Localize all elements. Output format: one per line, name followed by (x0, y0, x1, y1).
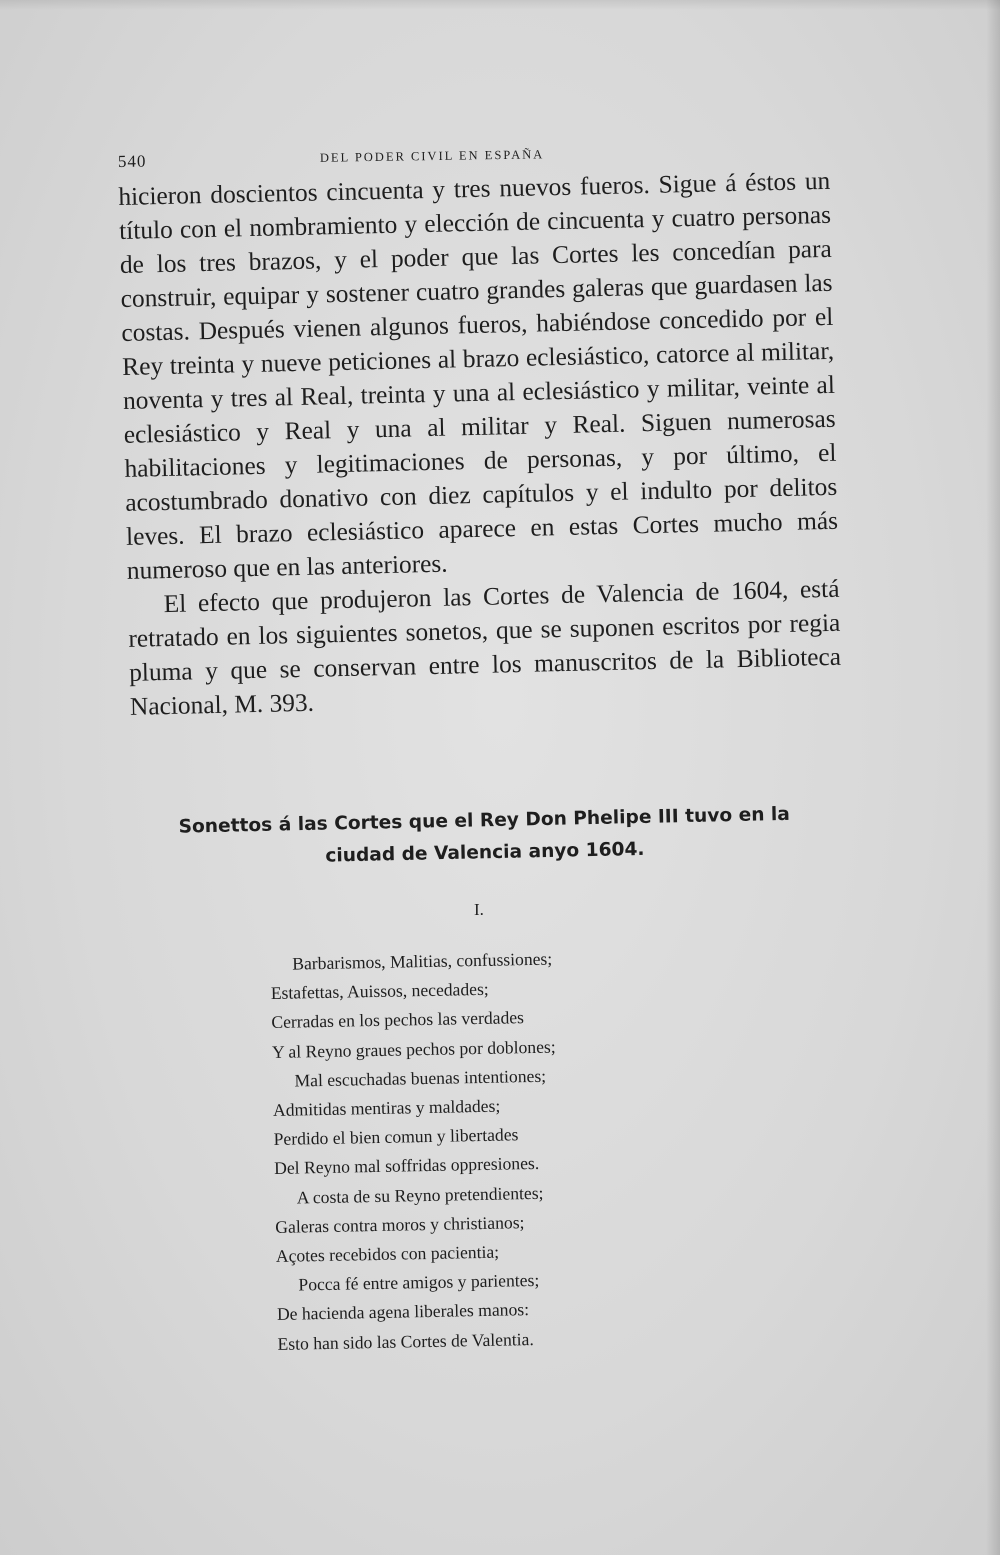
section-number: I. (474, 900, 484, 919)
paragraph-1: hicieron doscientos cincuenta y tres nuevos fueros. Sigue á éstos un título con el nombramiento y elección de cincuenta y cuatro personas de los tres brazos, y el poder que las Cortes les concedían para construir, equipar y sostener cuatro grandes galeras que guardasen las costas. Después vienen algunos fueros, habiéndose concedido por el Rey treinta y nueve peticiones al brazo eclesiástico, catorce al militar, noventa y tres al Real, treinta y una al eclesiástico y militar, veinte al eclesiástico y Real y una al militar y Real. Siguen numerosas habilitaciones y legitimaciones de personas, y por último, el acostumbrado donativo con diez capítulos y el indulto por delitos leves. El brazo eclesiástico aparece en estas Cortes mucho más numeroso que en las anteriores. (118, 166, 839, 585)
page-number: 540 (117, 151, 147, 171)
poem-line: Del Reyno mal soffridas oppresiones. (274, 1153, 540, 1179)
poem-line: Estafettas, Auissos, necedades; (270, 979, 489, 1004)
poem-line: Perdido el bien comun y libertades (273, 1124, 519, 1150)
page-shadow-right (986, 0, 1000, 1555)
sonnet-poem (270, 942, 698, 1359)
poem-line: Y al Reyno graues pechos por doblones; (271, 1036, 556, 1062)
poem-line: Galeras contra moros y christianos; (275, 1211, 525, 1237)
poem-line: Admitidas mentiras y maldades; (272, 1095, 501, 1120)
poem-line: Pocca fé entre amigos y parientes; (298, 1270, 540, 1295)
page-shadow-top (0, 0, 1000, 10)
poem-line: A costa de su Reyno pretendientes; (296, 1182, 544, 1208)
poem-line: Mal escuchadas buenas intentiones; (294, 1065, 547, 1091)
body-text (118, 164, 842, 724)
sonnet-title (162, 799, 807, 876)
poem-line: Barbarismos, Malitias, confussiones; (292, 948, 553, 974)
paragraph-2: El efecto que produjeron las Cortes de Valencia de 1604, está retratado en los siguientes sonetos, que se suponen escritos por regia pluma y que se conservan entre los manuscritos de la Biblioteca Nacional, M. 393. (128, 574, 842, 721)
sonnet-title-line-1: Sonettos á las Cortes que el Rey Don Phelipe III tuvo en la (178, 803, 791, 838)
poem-line: Açotes recebidos con pacientia; (275, 1241, 500, 1266)
poem-line: Esto han sido las Cortes de Valentia. (277, 1328, 534, 1354)
poem-line: De hacienda agena liberales manos: (276, 1299, 530, 1325)
running-head: DEL PODER CIVIL EN ESPAÑA (319, 147, 545, 165)
sonnet-title-line-2: ciudad de Valencia anyo 1604. (325, 838, 645, 867)
poem-line: Cerradas en los pechos las verdades (271, 1007, 525, 1033)
